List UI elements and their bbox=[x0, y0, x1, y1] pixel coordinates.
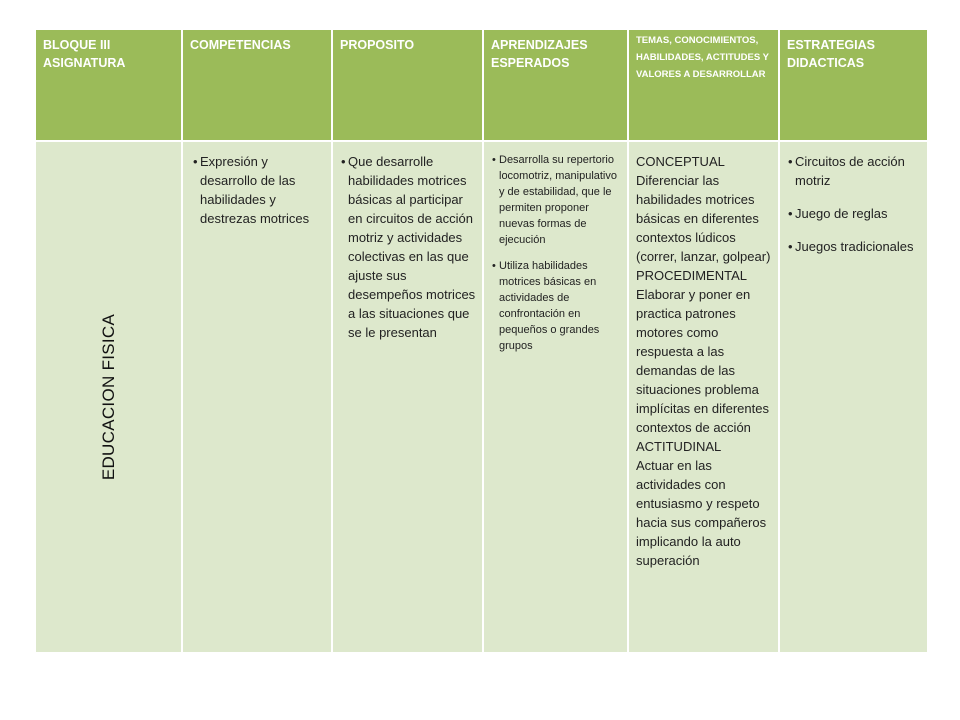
header-competencias: COMPETENCIAS bbox=[190, 38, 291, 52]
header-proposito: PROPOSITO bbox=[340, 38, 415, 52]
header-cell-temas bbox=[628, 29, 779, 141]
header-asignatura: BLOQUE III ASIGNATURA bbox=[43, 38, 126, 70]
subject-cell bbox=[35, 141, 182, 653]
header-cell-competencias bbox=[182, 29, 332, 141]
temas-actitudinal-text: Actuar en las actividades con entusiasmo y respeto hacia sus compañeros implicando la auto superación bbox=[636, 458, 767, 568]
header-estrategias: ESTRATEGIAS DIDACTICAS bbox=[787, 38, 875, 70]
proposito-item: • Que desarrolle habilidades motrices básicas al participar en circuitos de acción motriz y actividades colectivas en las que ajuste sus desempeños motrices a las situaciones que se le presentan bbox=[341, 152, 476, 342]
table-row bbox=[35, 141, 928, 653]
aprendizajes-cell bbox=[483, 141, 628, 653]
competencias-cell bbox=[182, 141, 332, 653]
aprendizaje-item: • Utiliza habilidades motrices básicas en actividades de confrontación en pequeños o grandes grupos bbox=[492, 258, 621, 354]
estrategias-cell bbox=[779, 141, 928, 653]
temas-actitudinal-heading: ACTITUDINAL bbox=[636, 439, 722, 454]
temas-conceptual-heading: CONCEPTUAL bbox=[636, 154, 725, 169]
aprendizaje-item: • Desarrolla su repertorio locomotriz, manipulativo y de estabilidad, que le permiten proponer nuevas formas de ejecución bbox=[492, 152, 621, 248]
estrategia-item: • Juegos tradicionales bbox=[788, 237, 921, 256]
header-cell-asignatura bbox=[35, 29, 182, 141]
header-cell-aprendizajes bbox=[483, 29, 628, 141]
temas-cell bbox=[628, 141, 779, 653]
lesson-plan-table bbox=[34, 28, 929, 654]
competencia-item: • Expresión y desarrollo de las habilidades y destrezas motrices bbox=[193, 152, 325, 228]
subject-label: EDUCACION FISICA bbox=[98, 313, 118, 481]
header-cell-proposito bbox=[332, 29, 483, 141]
proposito-cell bbox=[332, 141, 483, 653]
temas-conceptual-text: Diferenciar las habilidades motrices básicas en diferentes contextos lúdicos (correr, lanzar, golpear) bbox=[636, 173, 771, 264]
header-cell-estrategias bbox=[779, 29, 928, 141]
header-row bbox=[35, 29, 928, 141]
temas-procedimental-text: Elaborar y poner en practica patrones motores como respuesta a las demandas de las situaciones problema implícitas en diferentes contextos de acción bbox=[636, 287, 769, 435]
estrategia-item: • Juego de reglas bbox=[788, 204, 921, 223]
estrategia-item: • Circuitos de acción motriz bbox=[788, 152, 921, 190]
header-temas: TEMAS, CONOCIMIENTOS, HABILIDADES, ACTITUDES Y VALORES A DESARROLLAR bbox=[636, 35, 769, 80]
header-aprendizajes: APRENDIZAJES ESPERADOS bbox=[491, 38, 588, 70]
temas-procedimental-heading: PROCEDIMENTAL bbox=[636, 268, 747, 283]
